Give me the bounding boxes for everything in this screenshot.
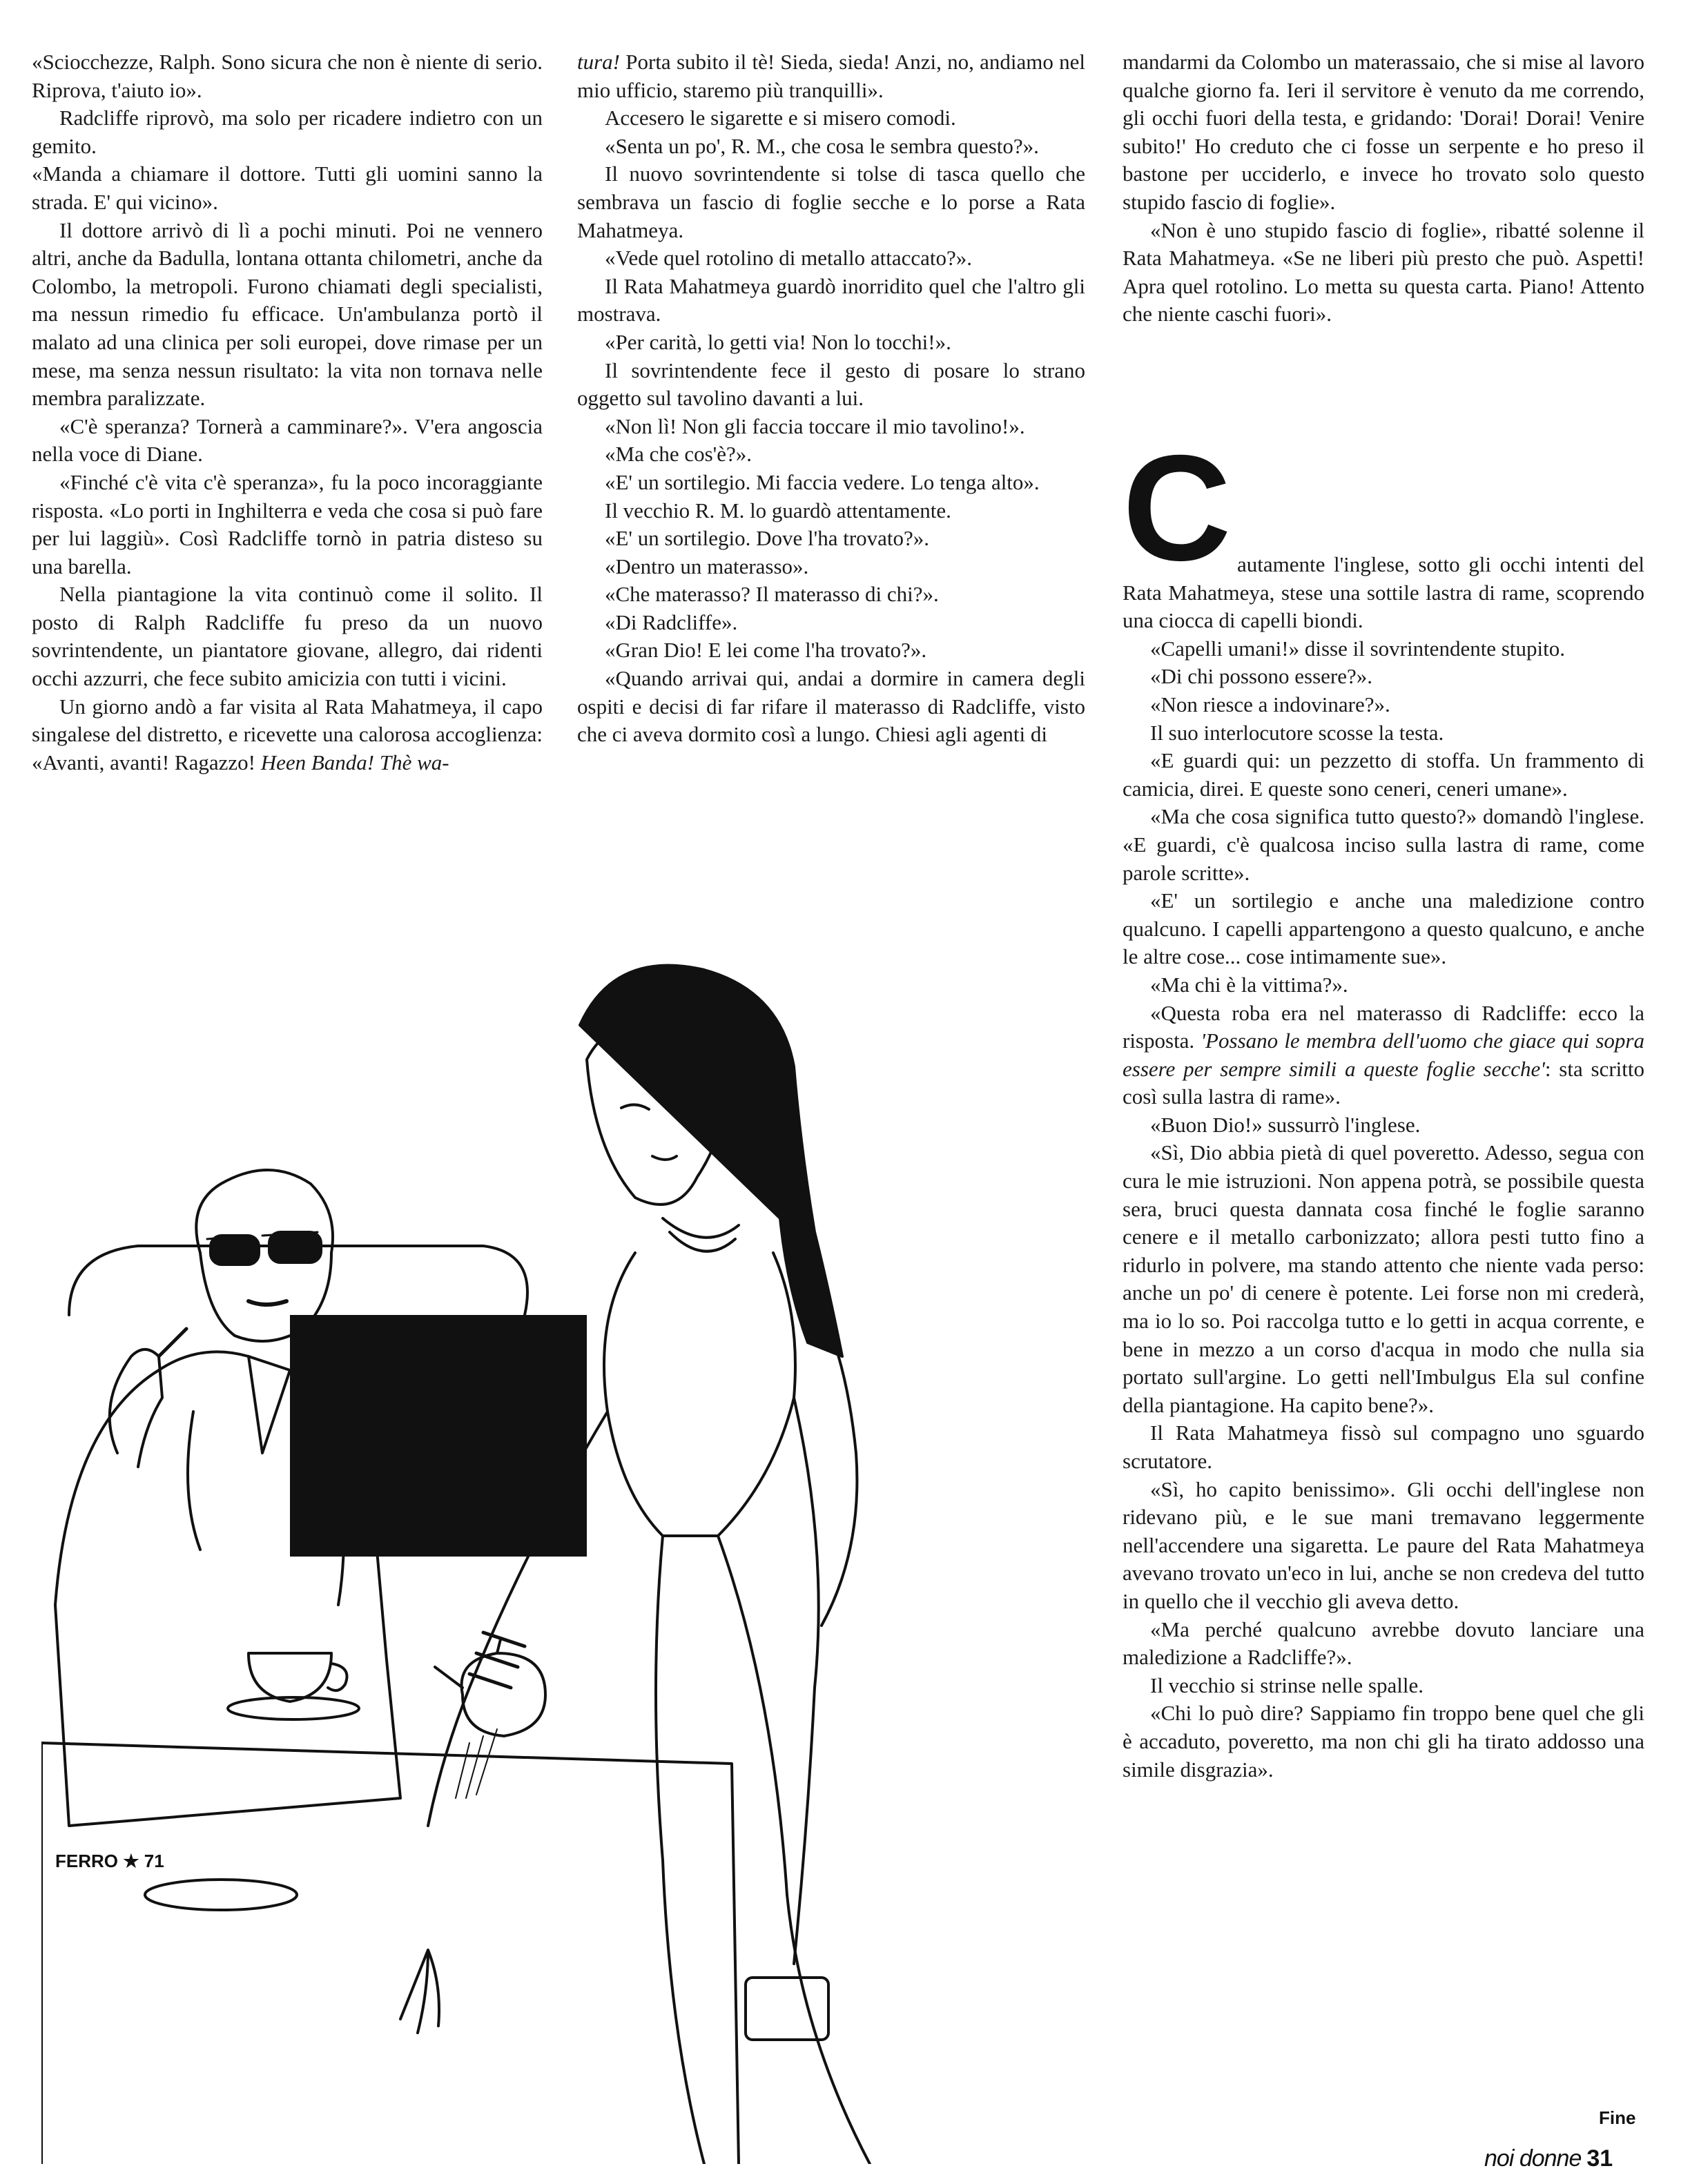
artist-signature: FERRO ★ 71 — [55, 1851, 164, 1871]
paragraph: «C'è speranza? Tornerà a camminare?». V'era angoscia nella voce di Diane. — [32, 413, 543, 467]
italic-text: Heen Banda! Thè wa- — [260, 750, 449, 774]
paragraph: Il Rata Mahatmeya fissò sul compagno uno sguardo scrutatore. — [1123, 1421, 1644, 1473]
paragraph-text: : sta scritto così sulla lastra di rame». — [1123, 1056, 1644, 1109]
paragraph: «Ma che cos'è?». — [605, 442, 752, 467]
paragraph: Il suo interlocutore scosse la testa. — [1150, 720, 1444, 745]
paragraph: «Di chi possono essere?». — [1150, 664, 1372, 689]
ink-illustration — [41, 928, 1096, 2164]
sunglasses-left — [211, 1236, 259, 1265]
woman-blouse — [604, 1253, 795, 1536]
paragraph: «Ma perché qualcuno avrebbe dovuto lanciare una maledizione a Radcliffe?». — [1123, 1617, 1644, 1670]
paragraph: Il sovrintendente fece il gesto di posare lo strano oggetto sul tavolino davanti a lui. — [577, 358, 1085, 411]
paragraph: Il vecchio R. M. lo guardò attentamente. — [605, 498, 951, 523]
folded-cloth — [746, 1978, 828, 2040]
woman-sari — [656, 1536, 870, 2164]
drop-cap — [1123, 425, 1237, 592]
paragraph: Il vecchio si strinse nelle spalle. — [1150, 1673, 1424, 1697]
article-column-3-bottom — [1123, 551, 1644, 1784]
paragraph — [1123, 1000, 1644, 1111]
paragraph: «E' un sortilegio. Dove l'ha trovato?». — [605, 526, 930, 551]
paragraph: Il Rata Mahatmeya guardò inorridito quel che l'altro gli mostrava. — [577, 273, 1085, 326]
dish — [145, 1880, 297, 1910]
paragraph: «Non riesce a indovinare?». — [1150, 692, 1390, 716]
article-column-3-top — [1123, 48, 1644, 329]
paragraph: «Sì, ho capito benissimo». Gli occhi dell'inglese non ridevano più, e le sue mani tremavano leggermente nell'accendere una sigaretta. Le paure del Rata Mahatmeya avevano trovato un'eco in lui, anche se non credeva del tutto in quello che il vecchio gli aveva detto. — [1123, 1476, 1644, 1613]
paragraph: Il dottore arrivò di lì a pochi minuti. Poi ne vennero altri, anche da Badulla, lontana ottanta chilometri, anche da Colombo, la metropoli. Furono chiamati degli specialisti, ma nessun rimedio fu efficace. Un'ambulanza portò il malato ad una clinica per soli europei, dove rimase per un mese, ma senza nessun risultato: la vita non tornava nelle membra paralizzate. — [32, 217, 543, 411]
paragraph — [32, 693, 543, 777]
paragraph: Radcliffe riprovò, ma solo per ricadere indietro con un gemito. — [32, 106, 543, 158]
article-column-2 — [577, 48, 1085, 749]
page-footer — [1484, 2145, 1613, 2172]
paragraph: «Per carità, lo getti via! Non lo tocchi!». — [605, 329, 951, 354]
paragraph: «Che materasso? Il materasso di chi?». — [605, 582, 939, 607]
paragraph: «Sì, Dio abbia pietà di quel poveretto. Adesso, segua con cura le mie istruzioni. Non appena potrà, se possibile questa sera, bruci questa dannata cosa finché le foglie saranno cenere e il metallo carbonizzato; allora pesti tutto fino a ridurlo in polvere, ma stando attento che niente vada perso: anche un po' di cenere è potente. Lei forse non mi crederà, ma io lo so. Poi raccolga tutto e lo getti in acqua corrente, e bene in mezzo a un corso d'acqua in modo che nulla sia portato sull'argine. Lo getti nell'Imbulgus Ela sul confine della piantagione. Ha capito bene?». — [1123, 1140, 1644, 1417]
paragraph: «E' un sortilegio e anche una maledizione contro qualcuno. I capelli appartengono a questo qualcuno, e anche le altre cose... cose intimamente sue». — [1123, 888, 1644, 969]
dry-leaves-bundle — [400, 1950, 439, 2033]
paragraph: «Quando arrivai qui, andai a dormire in camera degli ospiti e decisi di far rifare il materasso di Radcliffe, visto che ci aveva dormito così a lungo. Chiesi agli agenti di — [577, 666, 1085, 747]
table-edge — [41, 1743, 739, 2164]
paragraph: «Finché c'è vita c'è speranza», fu la poco incoraggiante risposta. «Lo porti in Inghilterra e veda che cosa si può fare per lui laggiù». Così Radcliffe tornò in patria disteso su una barella. — [32, 469, 543, 578]
paragraph: «Vede quel rotolino di metallo attaccato?». — [605, 246, 972, 271]
paragraph-text: «Questa roba era nel materasso di Radcliffe: ecco la risposta. — [1123, 1000, 1644, 1053]
article-column-1 — [32, 48, 543, 777]
paragraph: «Dentro un materasso». — [605, 554, 809, 578]
paragraph: «Non è uno stupido fascio di foglie», ribatté solenne il Rata Mahatmeya. «Se ne liberi più presto che può. Aspetti! Apra quel rotolino. Lo metta su questa carta. Piano! Attento che niente caschi fuori». — [1123, 217, 1644, 326]
page-number: 31 — [1586, 2145, 1613, 2172]
paragraph: «Buon Dio!» sussurrò l'inglese. — [1150, 1112, 1421, 1137]
paragraph: «Sciocchezze, Ralph. Sono sicura che non è niente di serio. Riprova, t'aiuto io». — [32, 50, 543, 102]
paragraph: mandarmi da Colombo un materassaio, che si mise al lavoro qualche giorno fa. Ieri il servitore è venuto da me correndo, gli occhi fuori della testa, e gridando: 'Dorai! Dorai! Venire subito!' Ho creduto che ci fosse un serpente e ho preso il bastone per ucciderlo, e invece ho trovato solo questo stupido fascio di foglie». — [1123, 50, 1644, 214]
woman-hair — [580, 966, 842, 1356]
paragraph: «Di Radcliffe». — [605, 610, 738, 634]
teapot — [462, 1653, 545, 1736]
paragraph-text: Un giorno andò a far visita al Rata Mahatmeya, il capo singalese del distretto, e ricevette una calorosa accoglienza: «Avanti, avanti! Ragazzo! — [32, 694, 543, 774]
paragraph: Il nuovo sovrintendente si tolse di tasca quello che sembrava un fascio di foglie secche e lo porse a Rata Mahatmeya. — [577, 162, 1085, 242]
paragraph: «Manda a chiamare il dottore. Tutti gli uomini sanno la strada. E' qui vicino». — [32, 162, 543, 214]
paragraph: «Non lì! Non gli faccia toccare il mio tavolino!». — [605, 413, 1025, 438]
paragraph: «Gran Dio! E lei come l'ha trovato?». — [605, 638, 927, 663]
paragraph: «Senta un po', R. M., che cosa le sembra questo?». — [605, 133, 1039, 158]
sunglasses-right — [269, 1232, 321, 1262]
teacup — [249, 1653, 331, 1702]
end-mark: Fine — [1599, 2107, 1636, 2128]
paragraph: «Chi lo può dire? Sappiamo fin troppo bene quel che gli è accaduto, poveretto, ma non chi gli ha tirato addosso una simile disgrazia». — [1123, 1701, 1644, 1782]
italic-text: tura! — [577, 50, 620, 74]
paragraph: «Capelli umani!» disse il sovrintendente stupito. — [1150, 636, 1565, 661]
paragraph-text: Porta subito il tè! Sieda, sieda! Anzi, no, andiamo nel mio ufficio, staremo più tranquilli». — [577, 50, 1085, 102]
italic-text: 'Possano le membra dell'uomo che giace qui sopra essere per sempre simili a queste foglie secche' — [1123, 1028, 1644, 1081]
paragraph: «E guardi qui: un pezzetto di stoffa. Un frammento di camicia, direi. E queste sono ceneri, ceneri umane». — [1123, 748, 1644, 801]
drop-cap-letter: C — [1123, 425, 1232, 592]
paragraph: Nella piantagione la vita continuò come il solito. Il posto di Ralph Radcliffe fu preso da un nuovo sovrintendente, un piantatore giovane, allegro, dai ridenti occhi azzurri, che fece subito amicizia con tutti i vicini. — [32, 582, 543, 691]
magazine-name: noi donne — [1484, 2145, 1582, 2172]
paragraph — [577, 48, 1085, 104]
paragraph: «E' un sortilegio. Mi faccia vedere. Lo tenga alto». — [605, 469, 1040, 494]
paragraph: «Ma che cosa significa tutto questo?» domandò l'inglese. «E guardi, c'è qualcosa inciso sulla lastra di rame, come parole scritte». — [1123, 804, 1644, 885]
paragraph: «Ma chi è la vittima?». — [1150, 972, 1348, 997]
paragraph: autamente l'inglese, sotto gli occhi intenti del Rata Mahatmeya, stese una sottile lastra di rame, scoprendo una ciocca di capelli biondi. — [1123, 552, 1644, 633]
paragraph: Accesero le sigarette e si misero comodi. — [605, 106, 956, 130]
